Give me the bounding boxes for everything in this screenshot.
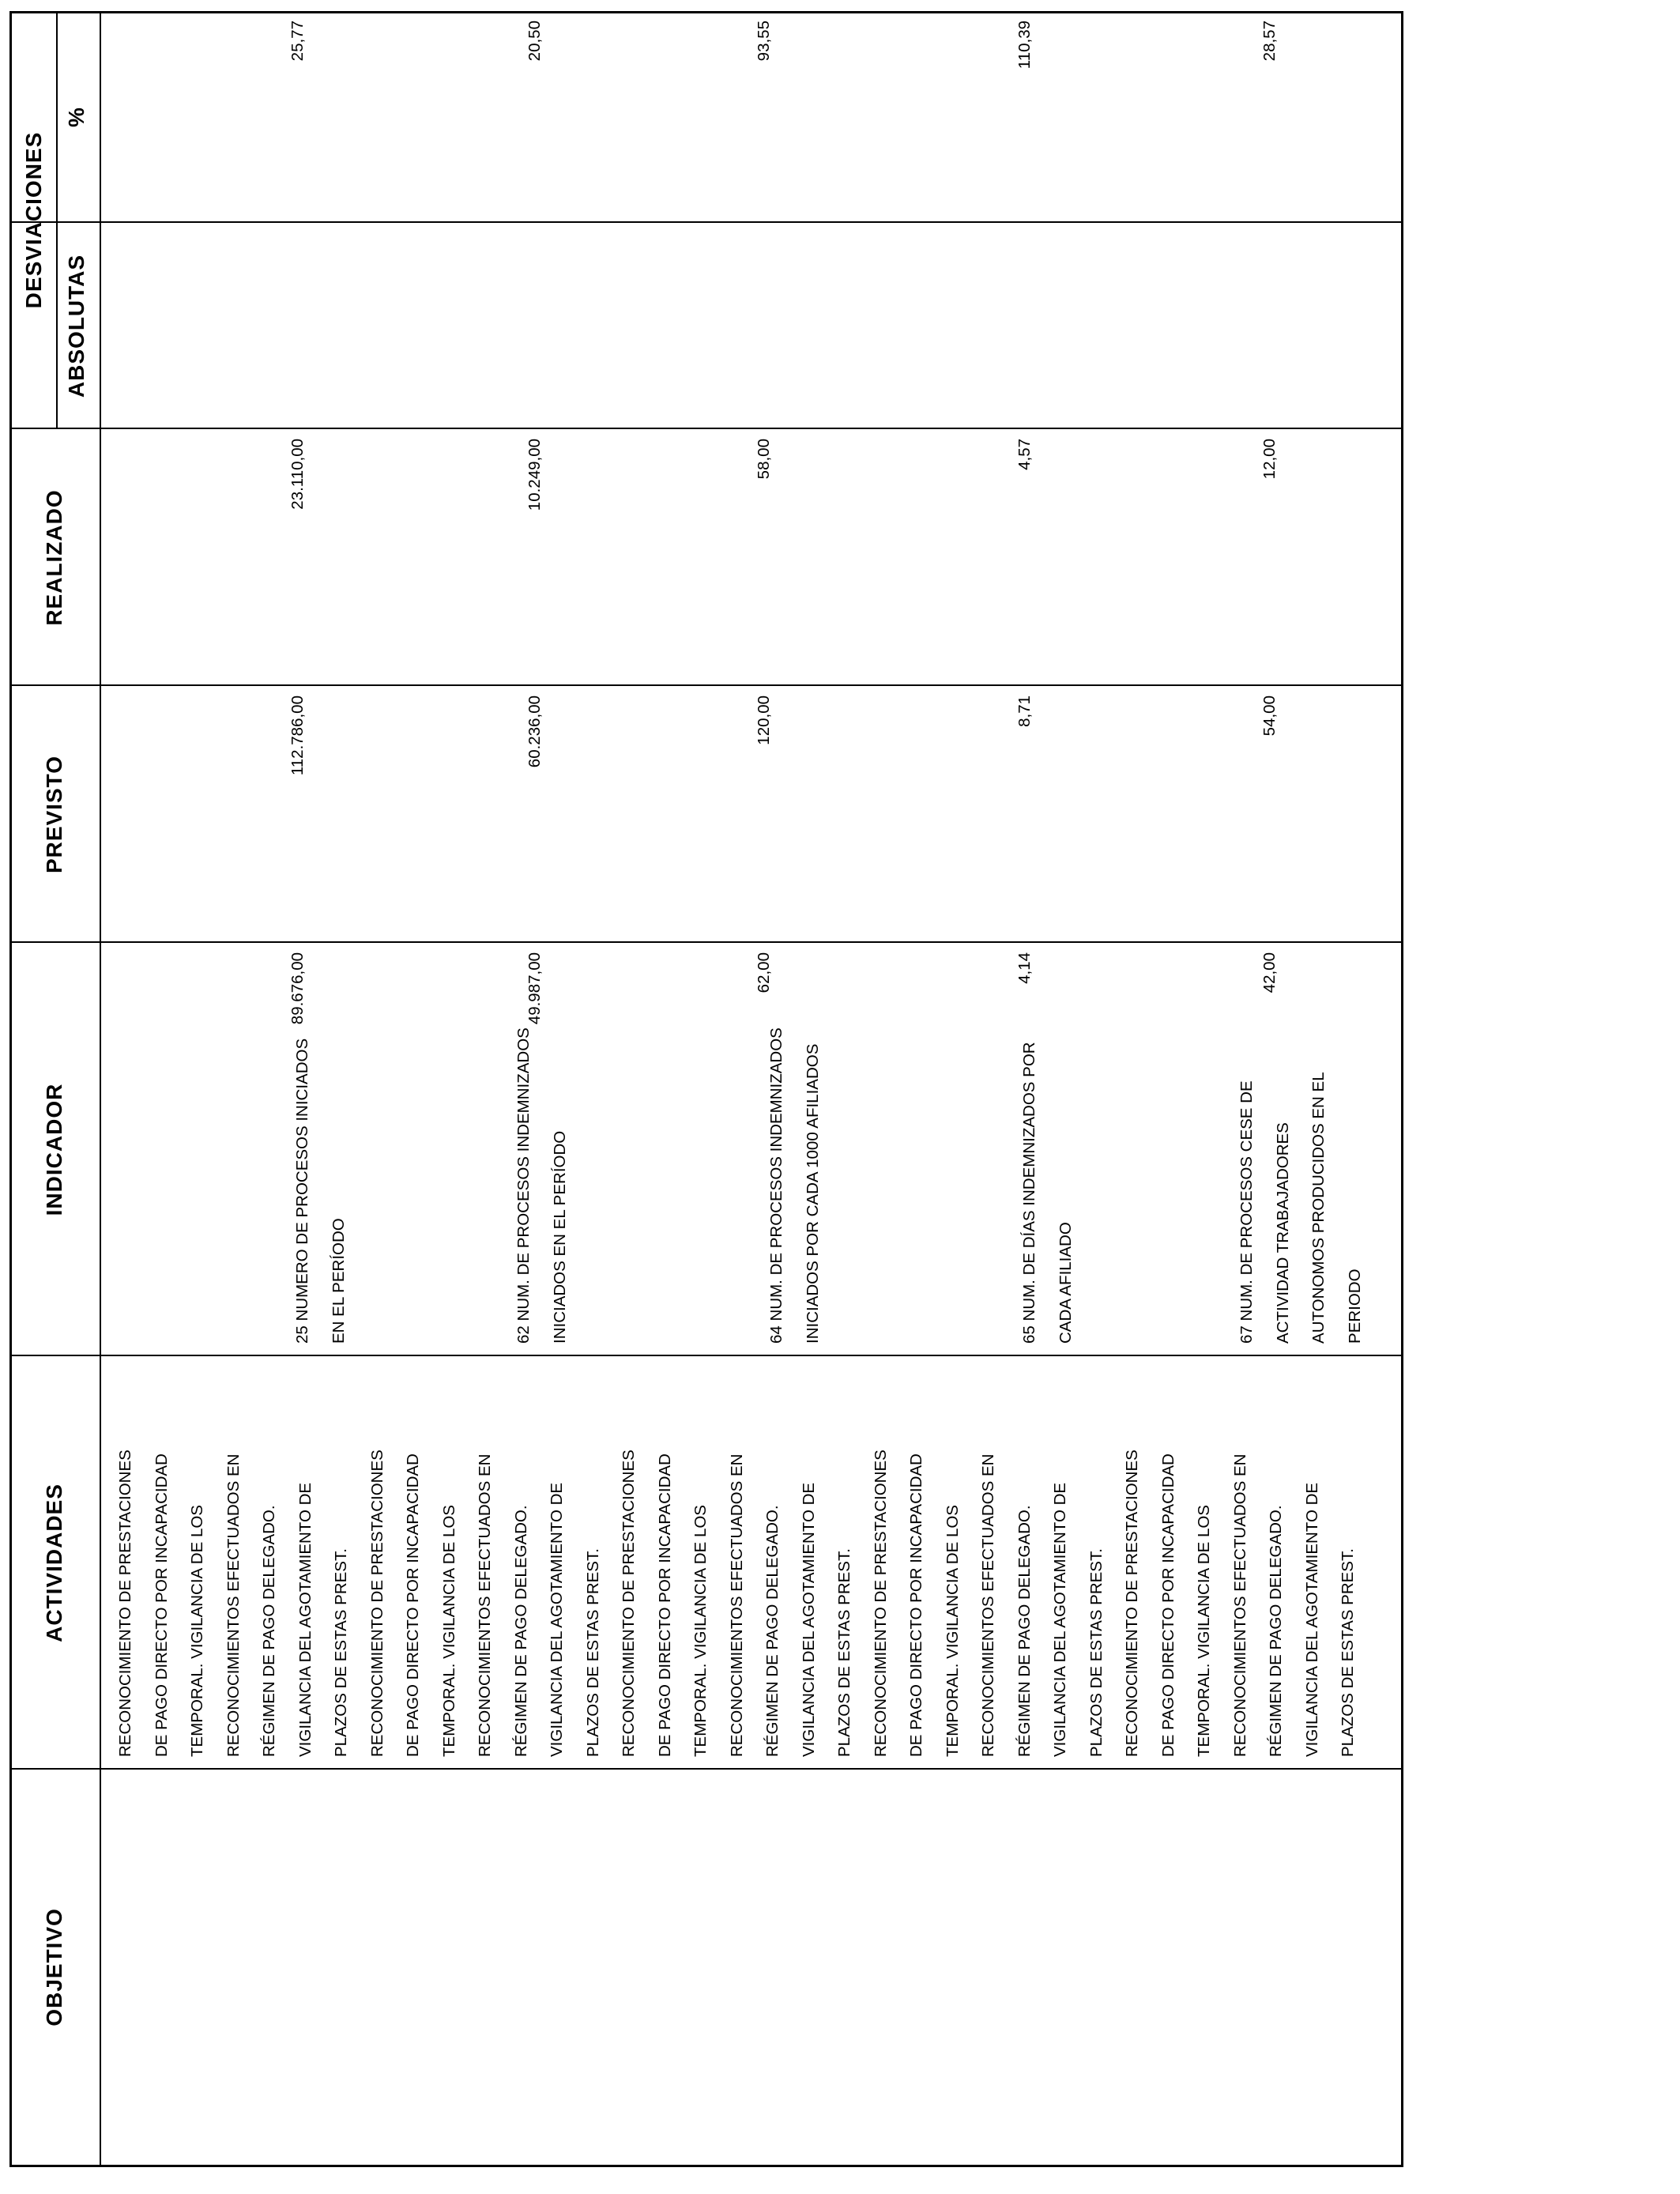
absolutas-value: 23.110,00: [288, 439, 307, 510]
actividades-line: TEMPORAL. VIGILANCIA DE LOS: [439, 1505, 458, 1757]
actividades-line: PLAZOS DE ESTAS PREST.: [332, 1548, 350, 1757]
actividades-line: VIGILANCIA DEL AGOTAMIENTO DE: [799, 1482, 818, 1757]
actividades-line: RECONOCIMIENTO DE PRESTACIONES: [116, 1449, 134, 1757]
actividades-line: RECONOCIMIENTO DE PRESTACIONES: [620, 1449, 638, 1757]
actividades-line: VIGILANCIA DEL AGOTAMIENTO DE: [1302, 1482, 1321, 1757]
actividades-line: RÉGIMEN DE PAGO DELEGADO.: [1015, 1505, 1034, 1757]
actividades-line: RECONOCIMIENTOS EFECTUADOS EN: [224, 1453, 243, 1757]
previsto-value: 42,00: [1260, 952, 1279, 993]
actividades-line: RECONOCIMIENTO DE PRESTACIONES: [1123, 1449, 1141, 1757]
indicators-table: [9, 11, 1403, 2167]
realizado-value: 60.236,00: [525, 696, 544, 768]
actividades-line: VIGILANCIA DEL AGOTAMIENTO DE: [1051, 1482, 1069, 1757]
previsto-value: 49.987,00: [525, 952, 544, 1025]
actividades-line: RECONOCIMIENTOS EFECTUADOS EN: [1230, 1453, 1249, 1757]
col-divider: [12, 941, 1401, 943]
actividades-line: RÉGIMEN DE PAGO DELEGADO.: [1267, 1505, 1285, 1757]
absolutas-value: 12,00: [1260, 439, 1279, 480]
header-objetivo: OBJETIVO: [42, 1908, 66, 2026]
previsto-value: 89.676,00: [288, 952, 307, 1025]
actividades-line: VIGILANCIA DEL AGOTAMIENTO DE: [296, 1482, 315, 1757]
realizado-value: 54,00: [1260, 696, 1279, 737]
indicador-cell: 25 NUMERO DE PROCESOS INICIADOS EN EL PERÍODO: [293, 1038, 348, 1344]
previsto-value: 62,00: [755, 952, 773, 993]
actividades-line: RECONOCIMIENTO DE PRESTACIONES: [367, 1449, 386, 1757]
absolutas-value: 4,57: [1015, 439, 1034, 470]
header-actividades: ACTIVIDADES: [42, 1483, 66, 1642]
porcentaje-value: 110,39: [1015, 21, 1034, 70]
header-previsto: PREVISTO: [42, 755, 66, 874]
absolutas-value: 10.249,00: [525, 439, 544, 511]
actividades-line: DE PAGO DIRECTO POR INCAPACIDAD: [404, 1453, 422, 1757]
header-realizado: REALIZADO: [42, 489, 66, 626]
header-absolutas: ABSOLUTAS: [64, 254, 89, 398]
col-divider: [12, 1768, 1401, 1770]
indicador-cell: 65 NUM. DE DÍAS INDEMNIZADOS POR CADA AFILIADO: [1020, 1042, 1075, 1344]
actividades-line: RECONOCIMIENTOS EFECTUADOS EN: [727, 1453, 746, 1757]
actividades-line: DE PAGO DIRECTO POR INCAPACIDAD: [1158, 1453, 1177, 1757]
porcentaje-value: 28,57: [1260, 21, 1279, 62]
header-porcentaje: %: [64, 107, 89, 127]
actividades-line: TEMPORAL. VIGILANCIA DE LOS: [943, 1505, 962, 1757]
absolutas-value: 58,00: [755, 439, 773, 480]
actividades-line: RECONOCIMIENTO DE PRESTACIONES: [871, 1449, 890, 1757]
actividades-line: DE PAGO DIRECTO POR INCAPACIDAD: [152, 1453, 171, 1757]
actividades-line: PLAZOS DE ESTAS PREST.: [835, 1548, 853, 1757]
indicador-cell: 67 NUM. DE PROCESOS CESE DE ACTIVIDAD TRABAJADORES AUTONOMOS PRODUCIDOS EN EL PERIODO: [1237, 1072, 1364, 1344]
actividades-line: RÉGIMEN DE PAGO DELEGADO.: [511, 1505, 530, 1757]
header-indicador: INDICADOR: [42, 1083, 66, 1216]
previsto-value: 4,14: [1015, 952, 1034, 984]
realizado-value: 120,00: [755, 696, 773, 745]
actividades-line: RECONOCIMIENTOS EFECTUADOS EN: [476, 1453, 494, 1757]
actividades-line: PLAZOS DE ESTAS PREST.: [583, 1548, 602, 1757]
realizado-value: 8,71: [1015, 696, 1034, 727]
col-divider: [12, 1355, 1401, 1356]
actividades-line: TEMPORAL. VIGILANCIA DE LOS: [691, 1505, 710, 1757]
realizado-value: 112.786,00: [288, 696, 307, 776]
actividades-line: VIGILANCIA DEL AGOTAMIENTO DE: [548, 1482, 566, 1757]
actividades-line: TEMPORAL. VIGILANCIA DE LOS: [188, 1505, 206, 1757]
indicador-cell: 64 NUM. DE PROCESOS INDEMNIZADOS INICIADOS POR CADA 1000 AFILIADOS: [767, 1027, 822, 1344]
actividades-line: PLAZOS DE ESTAS PREST.: [1339, 1548, 1357, 1757]
porcentaje-value: 25,77: [288, 21, 307, 62]
actividades-line: RECONOCIMIENTOS EFECTUADOS EN: [979, 1453, 997, 1757]
porcentaje-value: 20,50: [525, 21, 544, 62]
indicador-cell: 62 NUM. DE PROCESOS INDEMNIZADOS INICIADOS EN EL PERÍODO: [514, 1027, 569, 1344]
actividades-line: RÉGIMEN DE PAGO DELEGADO.: [763, 1505, 782, 1757]
header-divider: [100, 13, 101, 2165]
actividades-cell: [107, 1362, 1366, 1757]
porcentaje-value: 93,55: [755, 21, 773, 62]
actividades-line: TEMPORAL. VIGILANCIA DE LOS: [1195, 1505, 1213, 1757]
abs-pct-divider: [56, 221, 1401, 223]
actividades-line: PLAZOS DE ESTAS PREST.: [1087, 1548, 1106, 1757]
col-divider: [12, 428, 1401, 429]
header-desviaciones: DESVIACIONES: [21, 131, 46, 309]
actividades-line: RÉGIMEN DE PAGO DELEGADO.: [260, 1505, 278, 1757]
col-divider: [12, 684, 1401, 686]
actividades-line: DE PAGO DIRECTO POR INCAPACIDAD: [907, 1453, 925, 1757]
actividades-line: DE PAGO DIRECTO POR INCAPACIDAD: [655, 1453, 674, 1757]
